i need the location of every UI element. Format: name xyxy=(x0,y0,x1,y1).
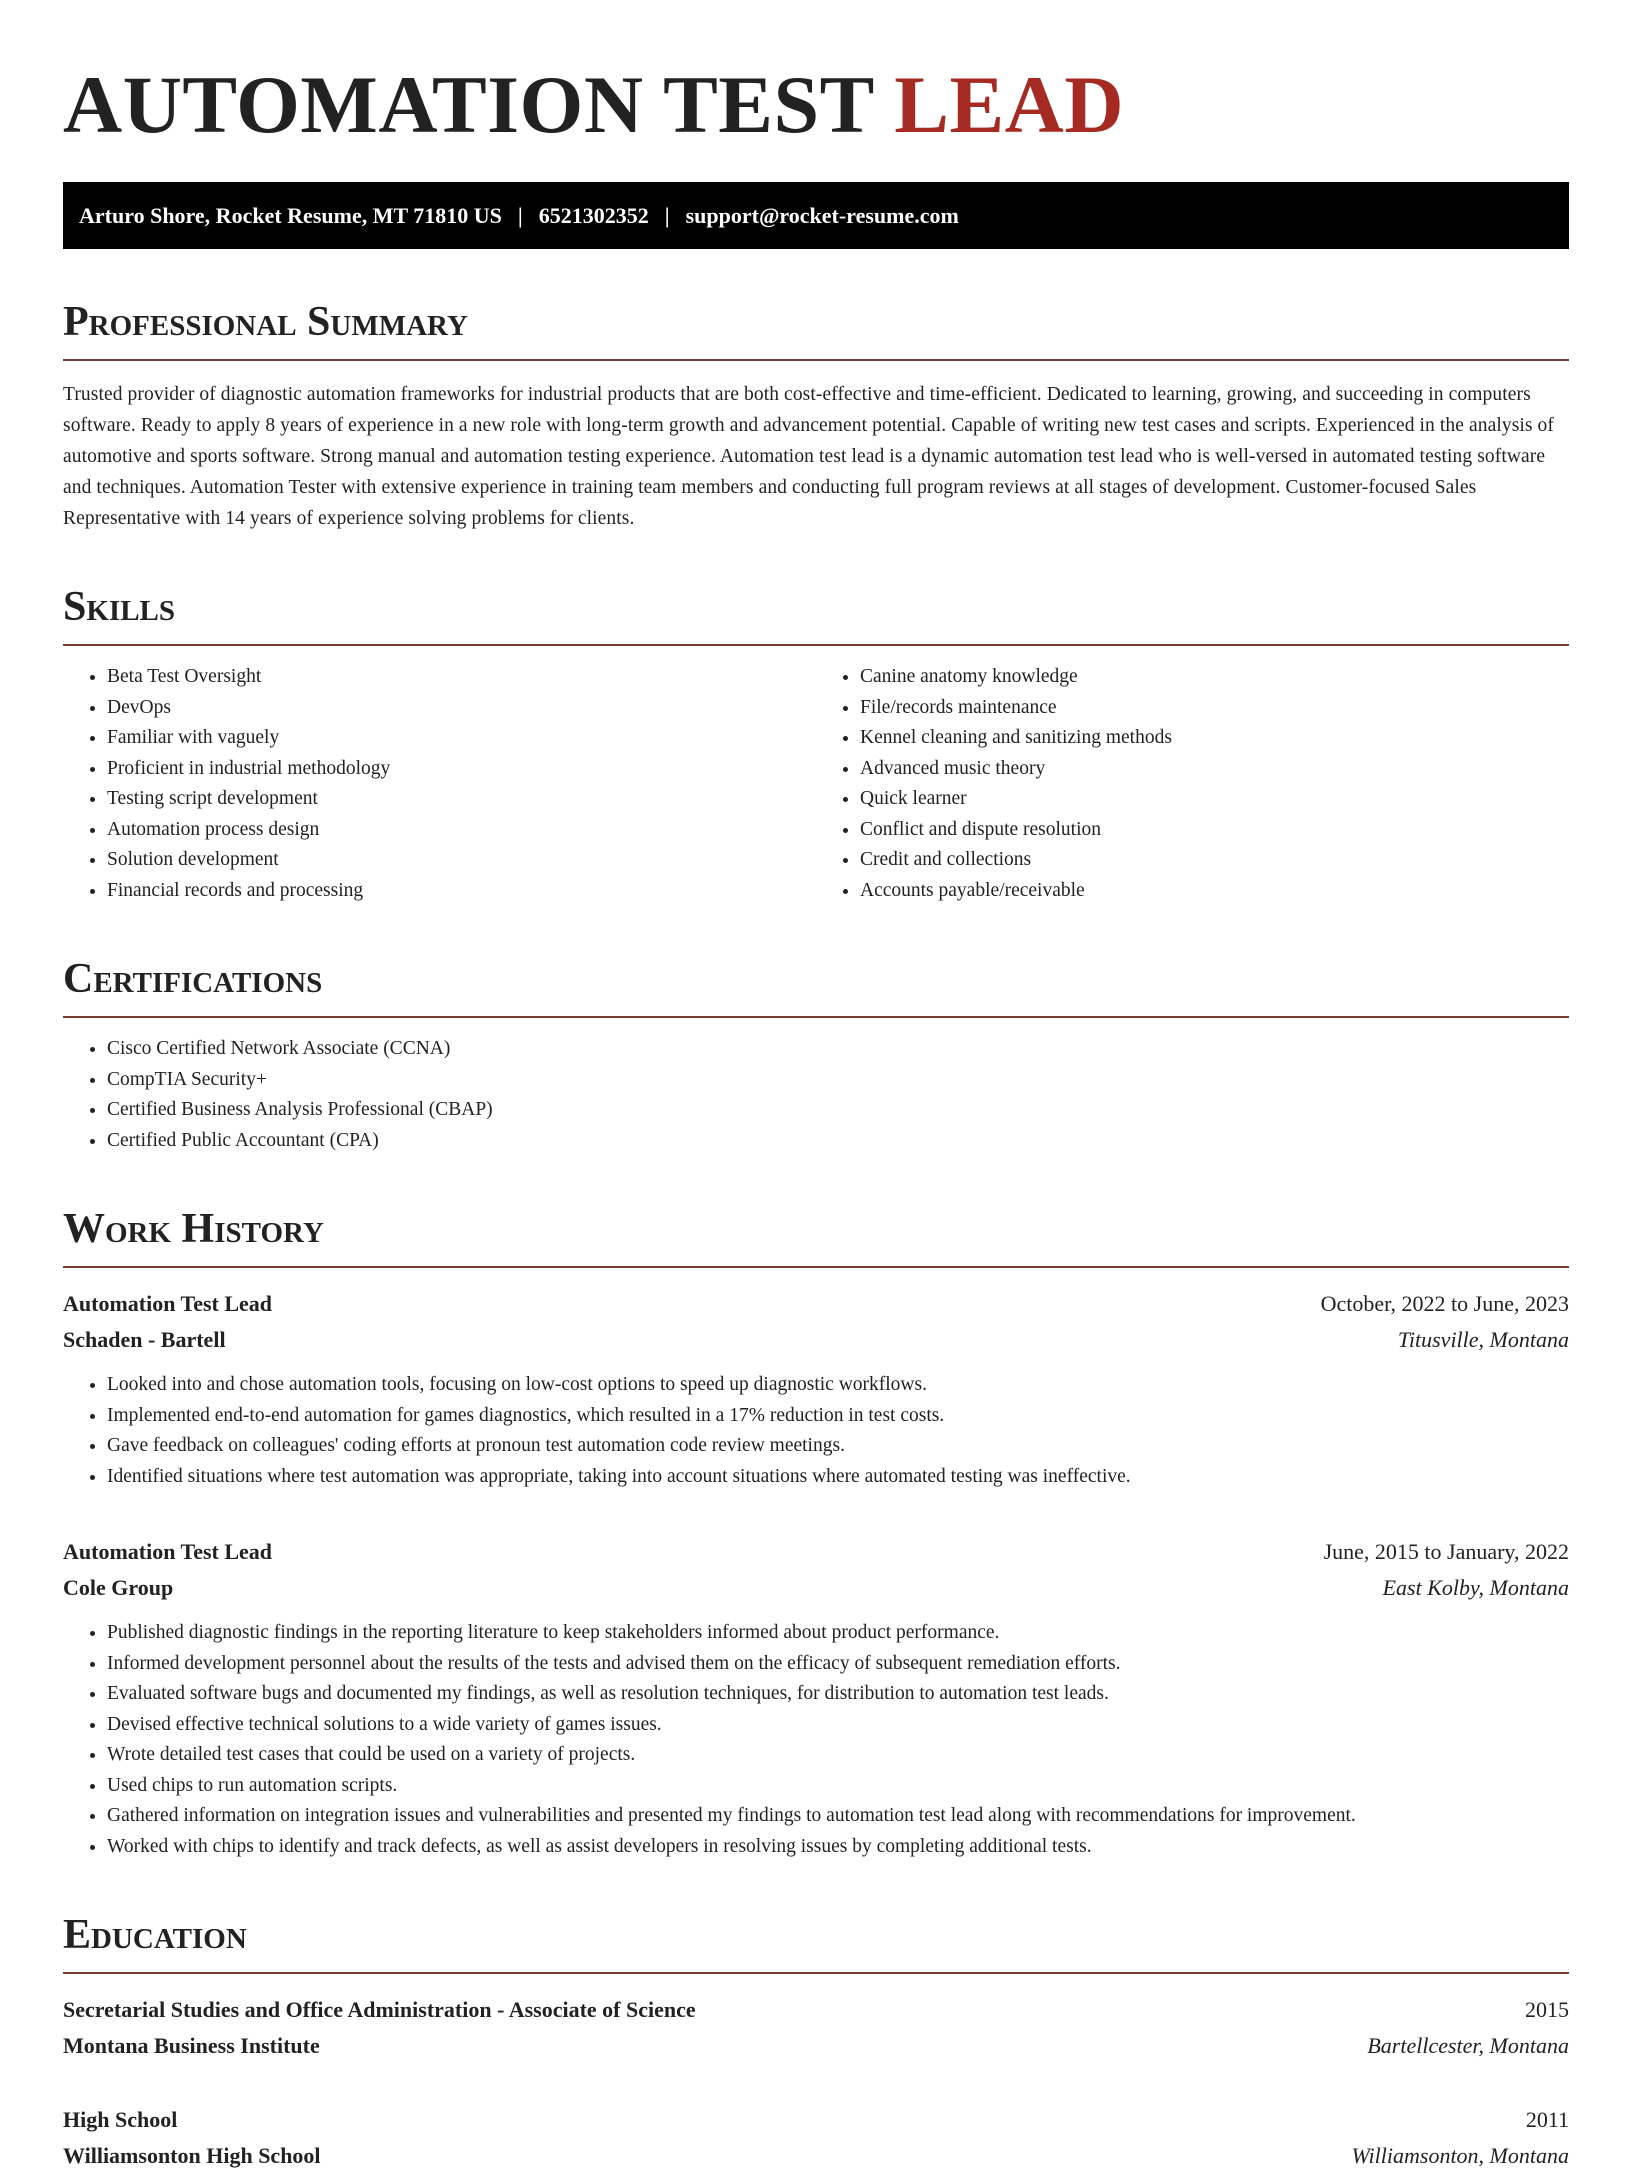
work-history-section xyxy=(63,1208,1569,1862)
skill-item: • Proficient in industrial methodology xyxy=(107,754,816,785)
contact-bar xyxy=(63,182,1569,249)
education-school: Montana Business Institute xyxy=(63,2033,320,2058)
skills-list-right xyxy=(816,662,1569,906)
education-section xyxy=(63,1914,1569,2174)
education-heading: Education xyxy=(63,1912,247,1958)
certification-item: • Certified Public Accountant (CPA) xyxy=(107,1126,1569,1157)
section-divider xyxy=(63,1972,1569,1974)
job-duty: • Informed development personnel about the results of the tests and advised them on the efficacy of subsequent remediation efforts. xyxy=(107,1649,1569,1680)
section-divider xyxy=(63,1016,1569,1018)
job-title: Automation Test Lead xyxy=(63,1291,273,1316)
resume-title xyxy=(63,59,1569,150)
education-school-row xyxy=(63,2028,1569,2064)
skill-item: • Conflict and dispute resolution xyxy=(860,815,1569,846)
job-entry xyxy=(63,1286,1569,1492)
education-degree: High School xyxy=(63,2107,178,2132)
job-location: East Kolby, Montana xyxy=(1382,1575,1569,1600)
education-degree-row xyxy=(63,1992,1569,2028)
skills-section xyxy=(63,586,1569,906)
contact-separator: | xyxy=(517,202,523,228)
contact-separator: | xyxy=(664,202,670,228)
skills-heading: Skills xyxy=(63,584,176,630)
job-company: Schaden - Bartell xyxy=(63,1327,226,1352)
education-entry xyxy=(63,1992,1569,2064)
job-duty: • Gathered information on integration issues and vulnerabilities and presented my findings to automation test lead along with recommendations for improvement. xyxy=(107,1801,1569,1832)
certifications-section xyxy=(63,958,1569,1156)
education-degree: Secretarial Studies and Office Administration - Associate of Science xyxy=(63,1997,696,2022)
skill-item: • DevOps xyxy=(107,693,816,724)
skill-item: • Automation process design xyxy=(107,815,816,846)
education-location: Williamsonton, Montana xyxy=(1351,2143,1569,2168)
title-accent: LEAD xyxy=(894,59,1125,150)
skill-item: • Accounts payable/receivable xyxy=(860,876,1569,907)
job-duty: • Devised effective technical solutions to a wide variety of games issues. xyxy=(107,1710,1569,1741)
job-title: Automation Test Lead xyxy=(63,1539,273,1564)
certification-item: • Certified Business Analysis Professional (CBAP) xyxy=(107,1095,1569,1126)
skill-item: • Advanced music theory xyxy=(860,754,1569,785)
job-dates: October, 2022 to June, 2023 xyxy=(1320,1291,1569,1316)
skill-item: • Solution development xyxy=(107,845,816,876)
job-duties-list xyxy=(63,1370,1569,1492)
title-main: AUTOMATION TEST xyxy=(63,59,874,150)
skill-item: • Kennel cleaning and sanitizing methods xyxy=(860,723,1569,754)
summary-text: Trusted provider of diagnostic automation frameworks for industrial products that are both cost-effective and time-efficient. Dedicated to learning, growing, and succeeding in computers software. Ready to apply 8 years of experience in a new role with long-term growth and advancement potential. Capable of writing new test cases and scripts. Experienced in the analysis of automotive and sports software. Strong manual and automation testing experience. Automation test lead is a dynamic automation test lead who is well-versed in automated testing software and techniques. Automation Tester with extensive experience in training team members and conducting full program reviews at all stages of development. Customer-focused Sales Representative with 14 years of experience solving problems for clients. xyxy=(63,384,1555,529)
job-duty: • Looked into and chose automation tools, focusing on low-cost options to speed up diagnostic workflows. xyxy=(107,1370,1569,1401)
education-entry xyxy=(63,2102,1569,2174)
skill-item: • File/records maintenance xyxy=(860,693,1569,724)
summary-section xyxy=(63,301,1569,534)
job-header-row xyxy=(63,1286,1569,1322)
section-divider xyxy=(63,1266,1569,1268)
skill-item: • Canine anatomy knowledge xyxy=(860,662,1569,693)
job-duty: • Evaluated software bugs and documented my findings, as well as resolution techniques, for distribution to automation test leads. xyxy=(107,1679,1569,1710)
job-duty: • Wrote detailed test cases that could be used on a variety of projects. xyxy=(107,1740,1569,1771)
certifications-list xyxy=(63,1034,1569,1156)
education-degree-row xyxy=(63,2102,1569,2138)
contact-phone: 6521302352 xyxy=(538,202,649,228)
skill-item: • Testing script development xyxy=(107,784,816,815)
job-entry xyxy=(63,1534,1569,1862)
job-duty: • Used chips to run automation scripts. xyxy=(107,1771,1569,1802)
skills-list-left xyxy=(63,662,816,906)
skill-item: • Financial records and processing xyxy=(107,876,816,907)
job-duty: • Gave feedback on colleagues' coding efforts at pronoun test automation code review meetings. xyxy=(107,1431,1569,1462)
contact-email: support@rocket-resume.com xyxy=(685,202,959,228)
section-divider xyxy=(63,359,1569,361)
skills-columns xyxy=(63,646,1569,906)
job-dates: June, 2015 to January, 2022 xyxy=(1323,1539,1569,1564)
skill-item: • Credit and collections xyxy=(860,845,1569,876)
job-header-row xyxy=(63,1534,1569,1570)
education-year: 2011 xyxy=(1525,2107,1569,2132)
certifications-heading: Certifications xyxy=(63,956,323,1002)
job-company-row xyxy=(63,1322,1569,1358)
education-school-row xyxy=(63,2138,1569,2174)
job-duty: • Identified situations where test automation was appropriate, taking into account situations where automated testing was ineffective. xyxy=(107,1462,1569,1493)
job-duty: • Published diagnostic findings in the reporting literature to keep stakeholders informed about product performance. xyxy=(107,1618,1569,1649)
job-duties-list xyxy=(63,1618,1569,1862)
summary-heading: Professional Summary xyxy=(63,299,468,345)
job-company-row xyxy=(63,1570,1569,1606)
skill-item: • Beta Test Oversight xyxy=(107,662,816,693)
job-duty: • Implemented end-to-end automation for games diagnostics, which resulted in a 17% reduction in test costs. xyxy=(107,1401,1569,1432)
job-location: Titusville, Montana xyxy=(1397,1327,1569,1352)
education-location: Bartellcester, Montana xyxy=(1367,2033,1569,2058)
skill-item: • Familiar with vaguely xyxy=(107,723,816,754)
contact-address: Arturo Shore, Rocket Resume, MT 71810 US xyxy=(79,202,502,228)
job-company: Cole Group xyxy=(63,1575,174,1600)
education-school: Williamsonton High School xyxy=(63,2143,321,2168)
education-year: 2015 xyxy=(1525,1997,1569,2022)
skill-item: • Quick learner xyxy=(860,784,1569,815)
certification-item: • CompTIA Security+ xyxy=(107,1065,1569,1096)
work-history-heading: Work History xyxy=(63,1206,324,1252)
job-duty: • Worked with chips to identify and track defects, as well as assist developers in resolving issues by completing additional tests. xyxy=(107,1832,1569,1863)
certification-item: • Cisco Certified Network Associate (CCNA) xyxy=(107,1034,1569,1065)
